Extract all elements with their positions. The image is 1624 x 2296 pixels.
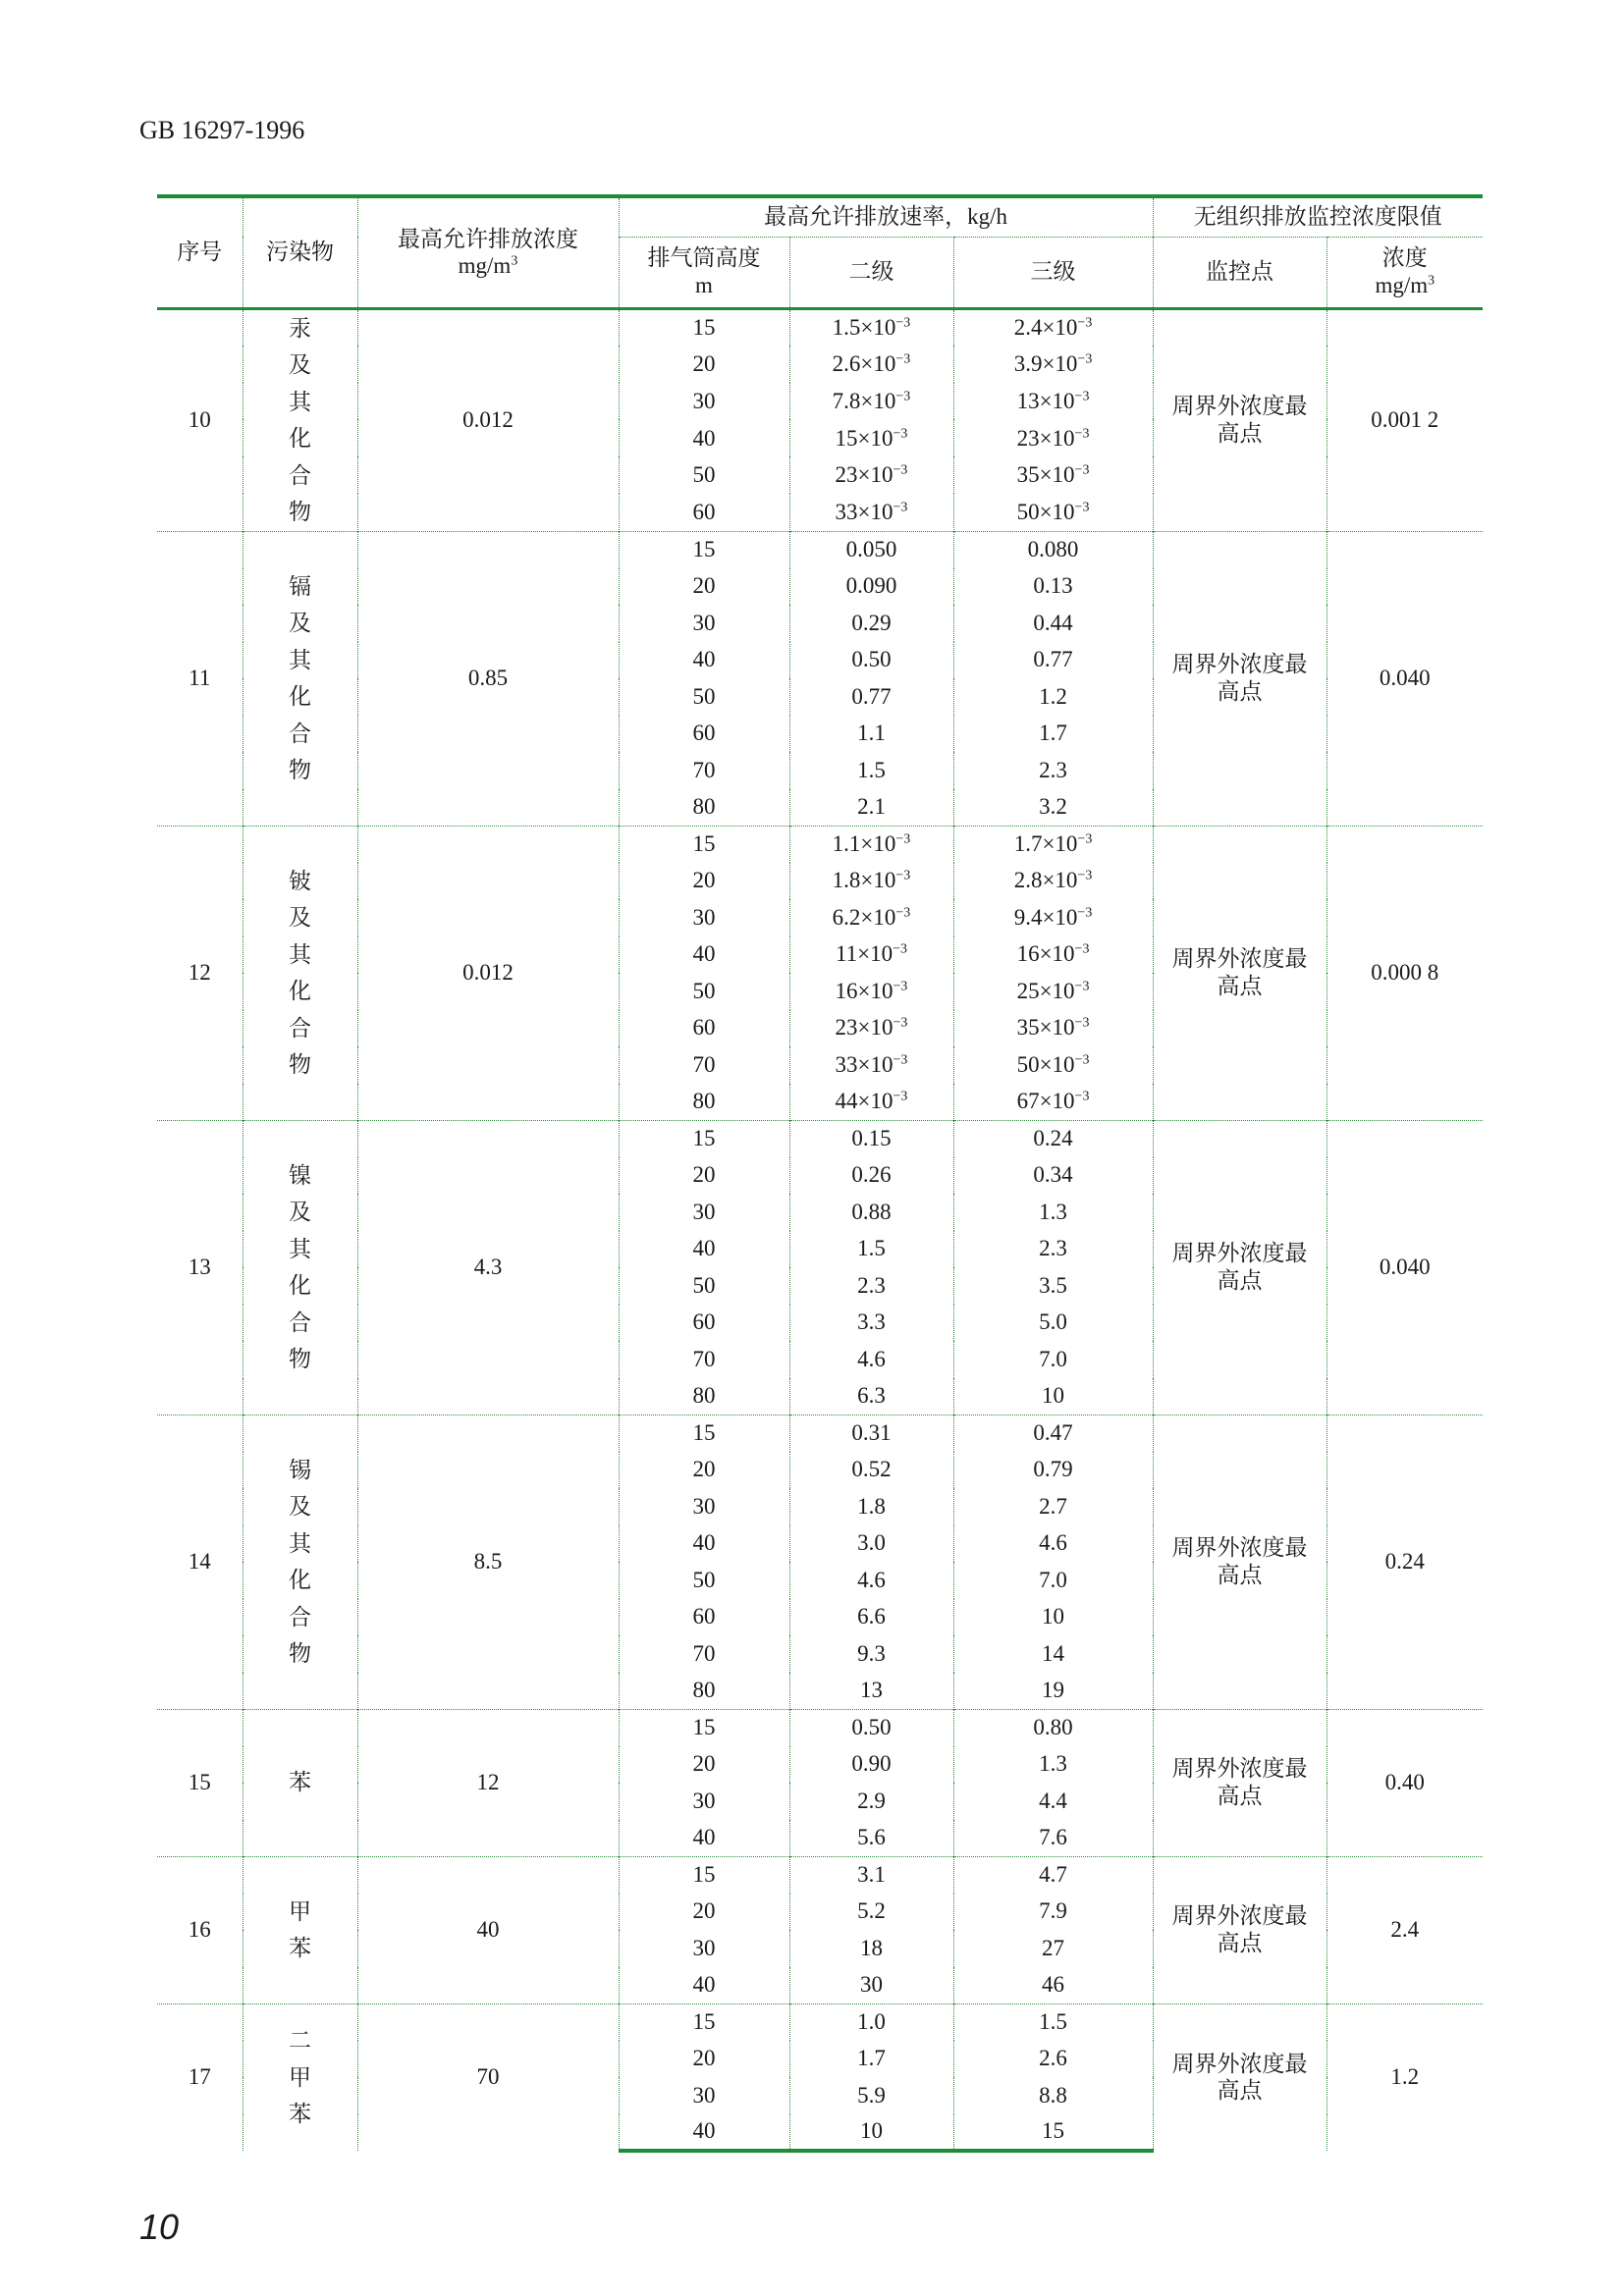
level-2-rate-cell: 0.50 [789,1709,953,1746]
stack-height-cell: 80 [619,1378,789,1415]
table-row [157,1120,1483,1157]
level-2-rate-cell: 4.6 [789,1562,953,1599]
stack-height-cell: 30 [619,605,789,642]
stack-height-cell: 20 [619,346,789,383]
level-2-rate-cell: 0.26 [789,1157,953,1195]
stack-height-cell: 40 [619,642,789,679]
table-row [157,1709,1483,1746]
table-row [157,1415,1483,1452]
level-2-rate-cell: $11\times 10^{-3}$ [789,936,953,974]
stack-height-cell: 30 [619,1488,789,1525]
monitor-point-cell: 周界外浓度最 高点 [1153,308,1326,531]
level-3-rate-cell: 46 [953,1967,1153,2004]
header-level-3: 三级 [953,237,1153,308]
stack-height-cell: 30 [619,2077,789,2114]
level-2-rate-cell: 6.6 [789,1599,953,1636]
monitor-point-cell: 周界外浓度最 高点 [1153,531,1326,826]
level-2-rate-cell: 0.050 [789,531,953,568]
level-3-rate-cell: $2.4\times 10^{-3}$ [953,308,1153,346]
stack-height-cell: 50 [619,973,789,1010]
level-3-rate-cell: $2.8\times 10^{-3}$ [953,863,1153,900]
seq-cell: 11 [157,531,243,826]
level-2-rate-cell: 0.77 [789,678,953,716]
level-3-rate-cell: 2.6 [953,2041,1153,2078]
stack-height-cell: 70 [619,1341,789,1378]
level-2-rate-cell: $15\times 10^{-3}$ [789,419,953,456]
stack-height-cell: 20 [619,1157,789,1195]
emission-limits-table [157,194,1483,2153]
level-2-rate-cell: $16\times 10^{-3}$ [789,973,953,1010]
monitor-point-cell: 周界外浓度最 高点 [1153,1415,1326,1709]
concentration-limit-cell: 1.2 [1326,2003,1483,2151]
level-3-rate-cell: 8.8 [953,2077,1153,2114]
stack-height-cell: 20 [619,1894,789,1931]
level-3-rate-cell: 14 [953,1635,1153,1673]
stack-height-cell: 30 [619,1783,789,1820]
level-2-rate-cell: 13 [789,1673,953,1710]
level-3-rate-cell: 0.44 [953,605,1153,642]
header-max-concentration-label: 最高允许排放浓度 [398,226,578,251]
level-3-rate-cell: 0.80 [953,1709,1153,1746]
header-concentration: 浓度 $mg/m^3$ [1326,237,1483,308]
level-3-rate-cell: 1.2 [953,678,1153,716]
concentration-limit-cell: 0.40 [1326,1709,1483,1856]
stack-height-cell: 30 [619,1930,789,1967]
stack-height-cell: 40 [619,936,789,974]
page-number: 10 [139,2207,180,2247]
stack-height-cell: 40 [619,1525,789,1563]
level-2-rate-cell: 2.3 [789,1267,953,1305]
concentration-limit-cell: 0.040 [1326,1120,1483,1415]
level-2-rate-cell: 10 [789,2114,953,2152]
level-2-rate-cell: 2.1 [789,789,953,827]
stack-height-cell: 40 [619,419,789,456]
level-3-rate-cell: $23\times 10^{-3}$ [953,419,1153,456]
seq-cell: 14 [157,1415,243,1709]
level-3-rate-cell: 7.0 [953,1341,1153,1378]
level-2-rate-cell: 5.9 [789,2077,953,2114]
stack-height-cell: 20 [619,1452,789,1489]
stack-height-cell: 50 [619,1267,789,1305]
level-3-rate-cell: 10 [953,1599,1153,1636]
table-row [157,308,1483,346]
level-3-rate-cell: 7.0 [953,1562,1153,1599]
level-3-rate-cell: 2.7 [953,1488,1153,1525]
table-row [157,531,1483,568]
level-3-rate-cell: $50\times 10^{-3}$ [953,1046,1153,1084]
level-3-rate-cell: 0.080 [953,531,1153,568]
pollutant-cell: 镉 及 其 化 合 物 [243,531,357,826]
level-2-rate-cell: $23\times 10^{-3}$ [789,456,953,494]
level-3-rate-cell: 27 [953,1930,1153,1967]
level-2-rate-cell: 0.50 [789,642,953,679]
level-3-rate-cell: $67\times 10^{-3}$ [953,1084,1153,1121]
stack-height-cell: 15 [619,1709,789,1746]
level-3-rate-cell: 4.6 [953,1525,1153,1563]
level-2-rate-cell: 0.31 [789,1415,953,1452]
header-max-rate: 最高允许排放速率，kg/h [619,196,1153,237]
level-2-rate-cell: $7.8\times 10^{-3}$ [789,383,953,420]
max-concentration-cell: 12 [357,1709,619,1856]
level-3-rate-cell: 0.47 [953,1415,1153,1452]
document-code: GB 16297-1996 [139,116,305,144]
max-concentration-cell: 70 [357,2003,619,2151]
seq-cell: 10 [157,308,243,531]
level-3-rate-cell: 5.0 [953,1305,1153,1342]
level-3-rate-cell: $1.7\times 10^{-3}$ [953,826,1153,863]
stack-height-cell: 50 [619,678,789,716]
concentration-limit-cell: 0.000 8 [1326,826,1483,1120]
level-3-rate-cell: $13\times 10^{-3}$ [953,383,1153,420]
level-3-rate-cell: $35\times 10^{-3}$ [953,456,1153,494]
level-2-rate-cell: 0.90 [789,1746,953,1784]
header-max-concentration-unit: $mg/m^3$ [458,253,518,279]
level-3-rate-cell: $50\times 10^{-3}$ [953,494,1153,531]
level-2-rate-cell: 0.090 [789,568,953,606]
level-2-rate-cell: 30 [789,1967,953,2004]
stack-height-cell: 60 [619,1599,789,1636]
level-2-rate-cell: 1.7 [789,2041,953,2078]
pollutant-cell: 锡 及 其 化 合 物 [243,1415,357,1709]
level-2-rate-cell: 1.1 [789,716,953,753]
level-2-rate-cell: 4.6 [789,1341,953,1378]
stack-height-cell: 80 [619,1084,789,1121]
level-3-rate-cell: 4.4 [953,1783,1153,1820]
stack-height-cell: 15 [619,308,789,346]
max-concentration-cell: 4.3 [357,1120,619,1415]
level-3-rate-cell: 2.3 [953,752,1153,789]
stack-height-cell: 15 [619,531,789,568]
level-3-rate-cell: $35\times 10^{-3}$ [953,1010,1153,1047]
pollutant-cell: 苯 [243,1709,357,1856]
level-2-rate-cell: 6.3 [789,1378,953,1415]
level-2-rate-cell: 1.5 [789,752,953,789]
level-2-rate-cell: 1.0 [789,2003,953,2041]
stack-height-cell: 60 [619,716,789,753]
stack-height-cell: 15 [619,826,789,863]
level-2-rate-cell: 1.8 [789,1488,953,1525]
level-2-rate-cell: 9.3 [789,1635,953,1673]
level-3-rate-cell: 15 [953,2114,1153,2152]
stack-height-cell: 15 [619,1120,789,1157]
header-seq: 序号 [157,196,243,308]
level-2-rate-cell: $44\times 10^{-3}$ [789,1084,953,1121]
level-2-rate-cell: $1.5\times 10^{-3}$ [789,308,953,346]
stack-height-cell: 80 [619,789,789,827]
stack-height-cell: 30 [619,899,789,936]
level-2-rate-cell: 0.52 [789,1452,953,1489]
concentration-limit-cell: 2.4 [1326,1856,1483,2003]
level-2-rate-cell: 3.3 [789,1305,953,1342]
level-2-rate-cell: $23\times 10^{-3}$ [789,1010,953,1047]
stack-height-cell: 30 [619,383,789,420]
level-2-rate-cell: 2.9 [789,1783,953,1820]
level-3-rate-cell: 3.5 [953,1267,1153,1305]
monitor-point-cell: 周界外浓度最 高点 [1153,1856,1326,2003]
seq-cell: 16 [157,1856,243,2003]
max-concentration-cell: 8.5 [357,1415,619,1709]
monitor-point-cell: 周界外浓度最 高点 [1153,2003,1326,2151]
concentration-limit-cell: 0.001 2 [1326,308,1483,531]
level-3-rate-cell: 1.5 [953,2003,1153,2041]
level-3-rate-cell: 10 [953,1378,1153,1415]
max-concentration-cell: 40 [357,1856,619,2003]
level-2-rate-cell: 3.0 [789,1525,953,1563]
level-3-rate-cell: 2.3 [953,1231,1153,1268]
header-pollutant: 污染物 [243,196,357,308]
level-2-rate-cell: 3.1 [789,1856,953,1894]
level-3-rate-cell: 0.34 [953,1157,1153,1195]
stack-height-cell: 40 [619,2114,789,2152]
level-2-rate-cell: 0.15 [789,1120,953,1157]
stack-height-cell: 60 [619,494,789,531]
seq-cell: 13 [157,1120,243,1415]
pollutant-cell: 甲 苯 [243,1856,357,2003]
stack-height-cell: 70 [619,1046,789,1084]
table-row [157,2003,1483,2041]
stack-height-cell: 40 [619,1231,789,1268]
header-stack-height: 排气筒高度 m [619,237,789,308]
level-3-rate-cell: 1.7 [953,716,1153,753]
max-concentration-cell: 0.012 [357,308,619,531]
monitor-point-cell: 周界外浓度最 高点 [1153,1709,1326,1856]
pollutant-cell: 二 甲 苯 [243,2003,357,2151]
header-fugitive-limits: 无组织排放监控浓度限值 [1153,196,1483,237]
stack-height-cell: 20 [619,1746,789,1784]
stack-height-cell: 15 [619,1856,789,1894]
level-2-rate-cell: 0.88 [789,1194,953,1231]
header-monitor-point: 监控点 [1153,237,1326,308]
stack-height-cell: 50 [619,1562,789,1599]
stack-height-cell: 70 [619,1635,789,1673]
level-3-rate-cell: 7.9 [953,1894,1153,1931]
pollutant-cell: 镍 及 其 化 合 物 [243,1120,357,1415]
stack-height-cell: 60 [619,1305,789,1342]
stack-height-cell: 70 [619,752,789,789]
level-3-rate-cell: 0.77 [953,642,1153,679]
level-2-rate-cell: $33\times 10^{-3}$ [789,1046,953,1084]
stack-height-cell: 20 [619,2041,789,2078]
monitor-point-cell: 周界外浓度最 高点 [1153,826,1326,1120]
monitor-point-cell: 周界外浓度最 高点 [1153,1120,1326,1415]
level-3-rate-cell: 1.3 [953,1746,1153,1784]
concentration-limit-cell: 0.24 [1326,1415,1483,1709]
header-level-2: 二级 [789,237,953,308]
header-max-concentration [357,196,619,308]
stack-height-cell: 15 [619,2003,789,2041]
level-2-rate-cell: 0.29 [789,605,953,642]
level-2-rate-cell: $33\times 10^{-3}$ [789,494,953,531]
level-2-rate-cell: 5.2 [789,1894,953,1931]
level-2-rate-cell: 18 [789,1930,953,1967]
seq-cell: 15 [157,1709,243,1856]
level-3-rate-cell: $16\times 10^{-3}$ [953,936,1153,974]
level-3-rate-cell: 0.79 [953,1452,1153,1489]
level-3-rate-cell: 19 [953,1673,1153,1710]
level-3-rate-cell: $25\times 10^{-3}$ [953,973,1153,1010]
table-row [157,1856,1483,1894]
seq-cell: 12 [157,826,243,1120]
level-2-rate-cell: $6.2\times 10^{-3}$ [789,899,953,936]
level-2-rate-cell: $1.8\times 10^{-3}$ [789,863,953,900]
level-3-rate-cell: 7.6 [953,1820,1153,1857]
seq-cell: 17 [157,2003,243,2151]
pollutant-cell: 汞 及 其 化 合 物 [243,308,357,531]
max-concentration-cell: 0.012 [357,826,619,1120]
concentration-limit-cell: 0.040 [1326,531,1483,826]
stack-height-cell: 80 [619,1673,789,1710]
stack-height-cell: 15 [619,1415,789,1452]
stack-height-cell: 30 [619,1194,789,1231]
max-concentration-cell: 0.85 [357,531,619,826]
level-3-rate-cell: $9.4\times 10^{-3}$ [953,899,1153,936]
table-row [157,826,1483,863]
stack-height-cell: 60 [619,1010,789,1047]
stack-height-cell: 20 [619,863,789,900]
level-3-rate-cell: 3.2 [953,789,1153,827]
stack-height-cell: 50 [619,456,789,494]
stack-height-cell: 20 [619,568,789,606]
stack-height-cell: 40 [619,1967,789,2004]
level-3-rate-cell: $3.9\times 10^{-3}$ [953,346,1153,383]
level-3-rate-cell: 0.24 [953,1120,1153,1157]
level-3-rate-cell: 1.3 [953,1194,1153,1231]
level-2-rate-cell: $1.1\times 10^{-3}$ [789,826,953,863]
pollutant-cell: 铍 及 其 化 合 物 [243,826,357,1120]
level-2-rate-cell: 1.5 [789,1231,953,1268]
level-3-rate-cell: 0.13 [953,568,1153,606]
level-2-rate-cell: $2.6\times 10^{-3}$ [789,346,953,383]
stack-height-cell: 40 [619,1820,789,1857]
level-3-rate-cell: 4.7 [953,1856,1153,1894]
level-2-rate-cell: 5.6 [789,1820,953,1857]
